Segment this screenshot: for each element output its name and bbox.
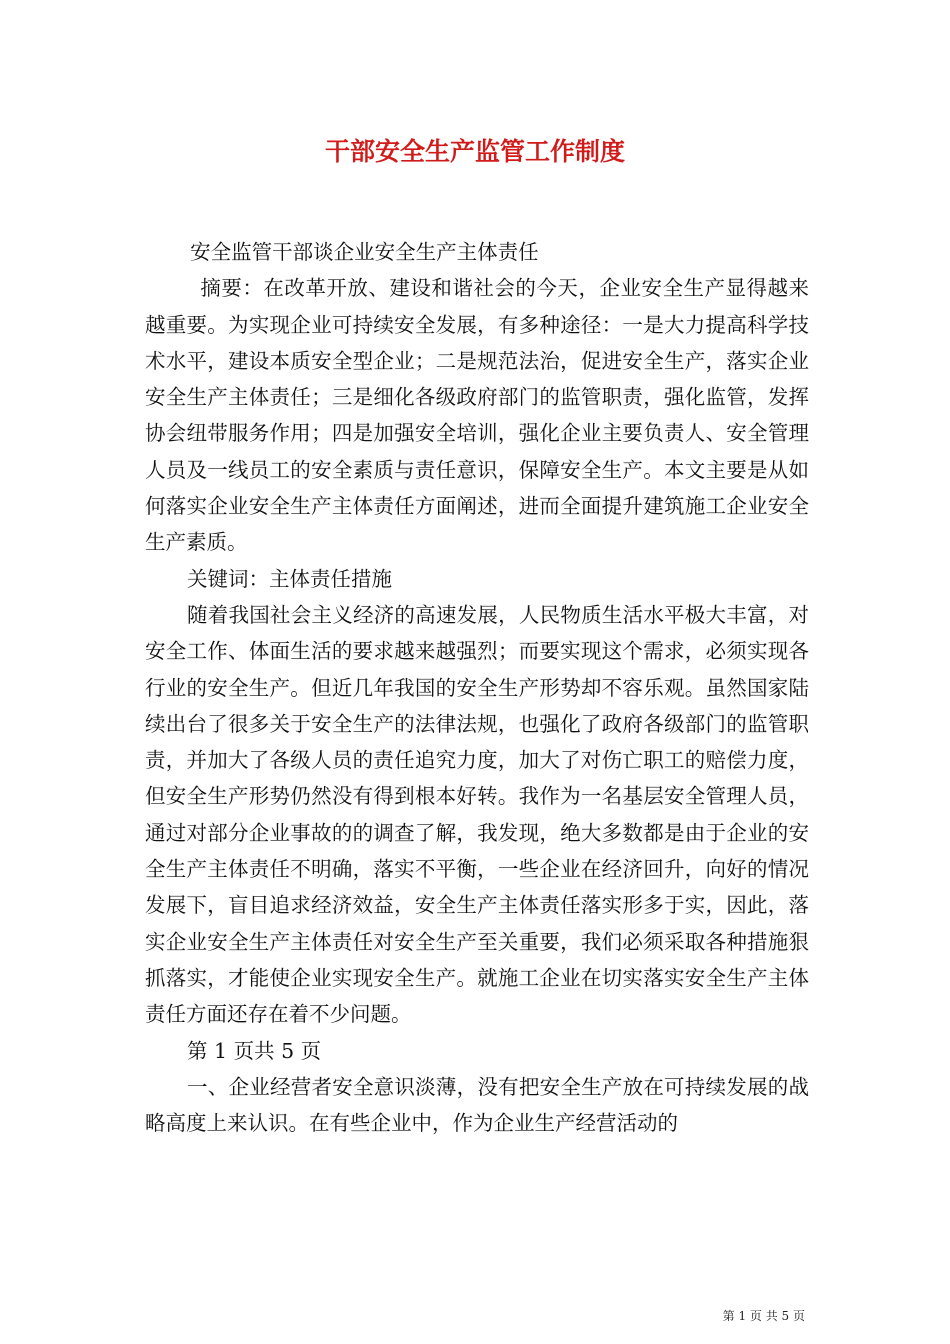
inline-page-marker: 第 1 页共 5 页 bbox=[187, 1038, 322, 1063]
page-number-footer: 第 1 页 共 5 页 bbox=[722, 1309, 805, 1323]
body-paragraph-2: 一、企业经营者安全意识淡薄，没有把安全生产放在可持续发展的战略高度上来认识。在有些企业中，作为企业生产经营活动的 bbox=[145, 1074, 809, 1136]
document-subtitle: 安全监管干部谈企业安全生产主体责任 bbox=[190, 240, 539, 264]
keywords-line: 关键词：主体责任措施 bbox=[187, 566, 393, 591]
body-paragraph-1: 随着我国社会主义经济的高速发展，人民物质生活水平极大丰富，对安全工作、体面生活的要求越来越强烈；而要实现这个需求，必须实现各行业的安全生产。但近几年我国的安全生产形势却不容乐观。虽然国家陆续出台了很多关于安全生产的法律法规，也强化了政府各级部门的监管职责，并加大了各级人员的责任追究力度，加大了对伤亡职工的赔偿力度，但安全生产形势仍然没有得到根本好转。我作为一名基层安全管理人员，通过对部分企业事故的的调查了解，我发现，绝大多数都是由于企业的安全生产主体责任不明确，落实不平衡，一些企业在经济回升，向好的情况发展下，盲目追求经济效益，安全生产主体责任落实形多于实，因此，落实企业安全生产主体责任对安全生产至关重要，我们必须采取各种措施狠抓落实，才能使企业实现安全生产。就施工企业在切实落实安全生产主体责任方面还存在着不少问题。 bbox=[145, 602, 809, 1027]
abstract-paragraph: 摘要：在改革开放、建设和谐社会的今天，企业安全生产显得越来越重要。为实现企业可持续安全发展，有多种途径：一是大力提高科学技术水平，建设本质安全型企业；二是规范法治，促进安全生产，落实企业安全生产主体责任；三是细化各级政府部门的监管职责，强化监管，发挥协会纽带服务作用；四是加强安全培训，强化企业主要负责人、安全管理人员及一线员工的安全素质与责任意识，保障安全生产。本文主要是从如何落实企业安全生产主体责任方面阐述，进而全面提升建筑施工企业安全生产素质。 bbox=[145, 276, 809, 555]
document-title: 干部安全生产监管工作制度 bbox=[324, 137, 625, 166]
document-body bbox=[145, 234, 809, 1141]
